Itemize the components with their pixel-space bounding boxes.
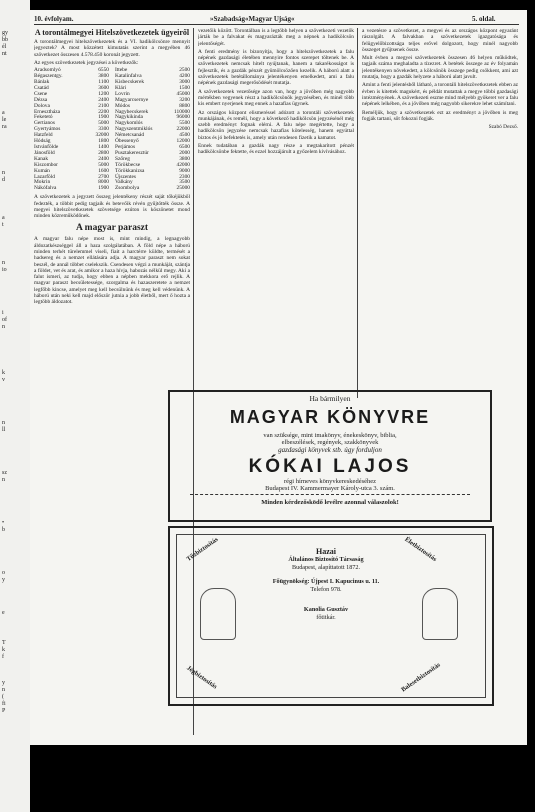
ad-headline: MAGYAR KÖNYVRE (229, 407, 431, 427)
strip-fragment: gy bb él nt (2, 30, 8, 57)
list-item-name: Magyarcsernye (115, 96, 149, 103)
list-item-name: Bégaszentgy. (34, 73, 63, 80)
article-paragraph: Reméljük, hogy a szövetkezetek ezt az eredményt a jövőben is meg fogják tartani, sőt fokozni fogják. (362, 109, 518, 122)
column-1 (34, 28, 190, 735)
ad-agency: Főügynökség: Újpest I. Kapucinus u. 11. (272, 578, 380, 585)
ad-person-title: főtitkár. (316, 614, 336, 621)
list-item-name: Nagykomlós (115, 120, 143, 127)
list-item-name: Csene (34, 90, 48, 97)
strip-fragment: n d (2, 170, 5, 183)
list-item-name: Kiszombor (34, 161, 58, 168)
ad-line: Minden kérdezősködő levélre azonnal válaszolok! (261, 499, 399, 506)
list-item-name: Óbessenyő (115, 138, 139, 145)
list-item-amount: 9000 (179, 167, 190, 174)
list-item-amount: 3200 (179, 96, 190, 103)
list-item-amount: 2000 (179, 149, 190, 156)
list-item-amount: 8000 (98, 179, 109, 186)
list-item-amount: 6550 (98, 67, 109, 74)
page-number: 10. évfolyam. (34, 15, 74, 23)
ad-divider (190, 494, 470, 495)
list-item-name: Hatzfeld (34, 132, 53, 139)
strip-fragment: e (2, 610, 5, 616)
ad-phone: Telefon 978. (310, 586, 342, 593)
strip-fragment: • b (2, 520, 5, 533)
list-item-name: Mokrin (34, 179, 51, 186)
list-item-name: Nákófalva (34, 185, 57, 192)
strip-fragment: y n ( fi P (2, 680, 6, 714)
list-item-name: Németcsanád (115, 132, 145, 139)
list-item-name: Gyertyámos (34, 126, 61, 133)
strip-fragment: k v (2, 370, 5, 383)
allegorical-figure-icon (200, 588, 236, 640)
article-paragraph: Amint a fenti jelentésből látható, a torontáli hitelszövetkezetek ebben az évben is kitettek magukért, és példát mutattak a megye többi gazdasági intézményének. A szövetkezeti eszme mind mélyebb gyökeret ver a falu népének lelkében, és a jövőben még nagyobb sikerekre lehet számítani. (362, 82, 518, 108)
article-paragraph: A szövetkezetek vezetősége azon van, hogy a jövőben még nagyobb mértékben vegyenek részt a hadikölcsönök jegyzésében, és minél több kis embert nyerjenek meg ennek a hazafias ügynek. (198, 88, 354, 108)
article-paragraph: A szövetkezetek a jegyzett összeg jelentékeny részét saját tőkéjükből fedezték, a többit pedig tagjaik és betevőik révén gyűjtötték össze. A megyei hitelszövetkezetek szövetsége ezúton is köszönetet mond minden közreműködőnek. (34, 194, 190, 220)
list-item-name: Csatád (34, 84, 49, 91)
list-item-amount: 3800 (179, 155, 190, 162)
article-paragraph: Az egyes szövetkezetek jegyzései a következők: (34, 59, 139, 66)
list-item-name: Kisbecskerek (115, 79, 145, 85)
newspaper-page (30, 10, 527, 745)
list-item-amount: 2200 (98, 108, 109, 115)
page-label: 5. oldal. (472, 15, 496, 23)
company-subtitle: Általános Biztosító Társaság (288, 556, 364, 563)
ad-corner-label: Balesetbiztosítás (400, 661, 442, 694)
strip-fragment: a t (2, 215, 5, 228)
ad-line: gazdasági könyvek stb. úgy forduljon (278, 446, 382, 454)
list-item-amount: 1200 (98, 90, 109, 97)
ad-address: Budapest IV. Kammermayer Károly-utca 3. szám. (265, 485, 395, 492)
article-paragraph: a vezetésre a szövetkezet, a megyei és az országos központ egyaránt rászolgált. A falvakban a szövetkezetek igazgatósága és felügyelőbizottsága teljes erővel dolgozott, hogy minél nagyobb összeget gyűjtsenek össze. (362, 28, 518, 53)
list-item-amount: 1400 (98, 143, 109, 150)
list-item (115, 186, 190, 192)
list-item-name: Hódság (34, 138, 51, 145)
list-item-amount: 12000 (176, 138, 190, 145)
newspaper-title: »Szabadság«Magyar Ujság« (210, 15, 295, 23)
list-item-amount: 25000 (176, 185, 190, 192)
list-item-amount: 1600 (98, 167, 109, 174)
list-item-amount: 2400 (98, 96, 109, 103)
header-rule (34, 24, 519, 25)
list-item-amount: 2700 (98, 173, 109, 180)
article-heading: A torontálmegyei Hitelszövetkezetek ügyeiről (34, 28, 190, 37)
article-paragraph: A fenti eredmény is bizonyítja, hogy a hitelszövetkezetek a falu népének gazdasági életében mennyire fontos szerepet töltenek be. A szövetkezetek nemcsak hitelt nyújtanak, hanem a takarékosságot is fejlesztik, és a gazdák pénzét gyümölcsözően kezelik. A háború alatt a szövetkezetek betétállománya jelentékenyen emelkedett, ami a falu népének gazdasági megerősödését mutatja. (198, 48, 354, 87)
list-item-name: Lovrin (115, 90, 130, 97)
list-item-name: Aradsomlyó (34, 67, 61, 74)
strip-fragment: n ll (2, 420, 6, 433)
list-item-name: Nagykikinda (115, 114, 143, 121)
list-item-amount: 4500 (179, 132, 190, 139)
article-paragraph: A torontálmegyei hitelszövetkezetek és a VI. hadikölcsönre mennyit jegyeztek? A most közzétett kimutatás szerint a megyében 46 szövetkezet összesen 4.578.450 koronát jegyzett. (34, 39, 190, 58)
article-paragraph: A magyar falu népe most is, mint mindig, a legnagyobb áldozatkészséggel áll a haza szolgálatában. A föld népe a háború minden terhét türelemmel viseli, fiait a harctérre küldte, termését a hadsereg és a nemzet ellátására adja. A magyar paraszt nem sokat beszél, de annál többet cselekszik. Csendesen végzi a munkáját, szántja a földet, vet és arat, és amikor a haza hívja, habozás nélkül megy. Aki a falut ismeri, az tudja, hogy ebben a népben mekkora erő rejlik. A magyar paraszt becsületessége, szorgalma és hazaszeretete a nemzet legfőbb kincse, amelyet meg kell becsülnünk és meg kell védenünk. A háború után neki kell majd először jutnia a jobb életből, mert ő hozta a legtöbb áldozatot. (34, 236, 190, 306)
article-signature: Szabó Dezső. (488, 124, 518, 131)
list-item-amount: 2800 (98, 149, 109, 156)
list-item-amount: 3500 (179, 179, 190, 186)
strip-fragment: T k f (2, 640, 6, 660)
list-item-name: Jánosföld (34, 149, 55, 156)
list-item-amount: 2300 (179, 173, 190, 180)
list-item-amount: 1900 (98, 185, 109, 192)
list-item-amount: 6500 (179, 143, 190, 150)
ad-line: Budapest, alapíttatott 1872. (291, 564, 361, 571)
company-name: Hazai (316, 547, 336, 556)
list-item (34, 186, 109, 192)
list-item-name: Lazarföld (34, 173, 55, 180)
article-heading: A magyar paraszt (75, 223, 149, 234)
ad-merchant-name: KÓKAI LAJOS (248, 456, 412, 477)
list-item-name: Kumán (34, 167, 50, 174)
strip-fragment: sz n (2, 470, 7, 483)
list-item-amount: 8800 (179, 102, 190, 109)
list-item-name: Ernesztháza (34, 108, 61, 115)
ad-line: elbeszélések, regények, szakkönyvek (281, 439, 379, 446)
list-item-name: Újszentes (115, 173, 136, 180)
list-item-name: Zsombolya (115, 185, 140, 192)
list-item-amount: 42000 (176, 161, 190, 168)
list-item-name: Nagyszentmiklós (115, 126, 153, 133)
list-item-name: Gertianos (34, 120, 55, 127)
strip-fragment: n io (2, 260, 7, 273)
list-item-name: Ittebe (115, 67, 128, 74)
list-item-amount: 1100 (98, 79, 109, 85)
bookshop-advertisement (168, 390, 492, 522)
list-item-amount: 3600 (98, 84, 109, 91)
article-paragraph: Mult évben a megyei szövetkezetek összesen 46 helyen működtek, tagjaik száma meghaladta a tízezret. A betétek összege az év folyamán jelentékenyen növekedett, a kölcsönök összege pedig csökkent, ami azt mutatja, hogy a gazdák helyzete a háború alatt javult. (362, 55, 518, 81)
ad-person: Kanolia Gusztáv (303, 606, 349, 613)
article-paragraph: Az országos központ elismeréssel adózott a torontáli szövetkezetek munkájának, és reméli, hogy a következő hadikölcsön jegyzésénél még szebb eredményt fognak elérni. A falu népe megértette, hogy a hadikölcsön jegyzése nemcsak hazafias kötelesség, hanem egyúttal biztos és jó befektetés is, amely után rendesen fizetik a kamatot. (198, 109, 354, 141)
article-paragraph: Ennek tudatában a gazdák nagy része a megtakarított pénzét hadikölcsönbe fektette, és ezzel hozzájárult a győzelem kivívásához. (198, 143, 354, 156)
strip-fragment: o y (2, 570, 5, 583)
list-item-amount: 4200 (179, 73, 190, 80)
list-item-amount: 5000 (98, 161, 109, 168)
ad-center-panel (260, 544, 392, 684)
list-item-amount: 3300 (98, 126, 109, 133)
ad-line: van szüksége, mint imakönyv, énekeskönyv, biblia, (263, 432, 397, 439)
list-item-amount: 2100 (98, 102, 109, 109)
list-item-amount: 110000 (174, 108, 190, 115)
ad-line: Ha bármilyen (309, 394, 351, 403)
column-3 (362, 28, 518, 408)
list-item-name: Bánlak (34, 79, 50, 85)
list-item-amount: 1900 (98, 114, 109, 121)
list-item-amount: 3000 (179, 79, 190, 85)
list-item-name: Istvánfölde (34, 143, 59, 150)
list-item-name: Törökbecse (115, 161, 141, 168)
list-item-amount: 3800 (98, 73, 109, 80)
list-item-amount: 96000 (176, 114, 190, 121)
ad-corner-label: Jégbiztosítás (185, 664, 219, 691)
list-item-amount: 2400 (98, 155, 109, 162)
page-header (30, 10, 519, 24)
list-item-name: Módos (115, 102, 130, 109)
strip-fragment: a le ra (2, 110, 7, 130)
list-item-name: Dézsa (34, 96, 48, 103)
list-item-name: Perjámos (115, 143, 136, 150)
list-item-amount: 1800 (98, 138, 109, 145)
list-item-name: Valkány (115, 179, 133, 186)
ad-corner-label: Életbiztosítás (403, 535, 438, 564)
list-item-amount: 45000 (176, 90, 190, 97)
list-item-amount: 2500 (179, 67, 190, 74)
column-divider (357, 28, 358, 398)
cooperative-list (34, 68, 190, 192)
list-item-name: Pusztakeresztúr (115, 149, 149, 156)
list-item-name: Kanak (34, 155, 49, 162)
list-item-name: Szőreg (115, 155, 130, 162)
ad-line: régi hírneves könyvkereskedéséhez (283, 478, 377, 485)
list-item-amount: 5000 (98, 120, 109, 127)
insurance-advertisement (168, 526, 494, 706)
list-item-amount: 22000 (176, 126, 190, 133)
list-item-amount: 1500 (179, 84, 190, 91)
article-paragraph: vezetőik között. Torontálban is a legtöbb helyen a szövetkezeti vezetők járták be a falvakat és magyarázták meg a népnek a hadikölcsön jelentőségét. (198, 28, 354, 47)
list-item-amount: 32000 (95, 132, 109, 139)
allegorical-figure-icon (422, 588, 458, 640)
list-item-name: Katalinfalva (115, 73, 142, 80)
list-item-name: Klári (115, 84, 127, 91)
list-item-name: Törökkanizsa (115, 167, 145, 174)
adjacent-page-strip (0, 0, 30, 812)
list-item-amount: 5500 (179, 120, 190, 127)
ad-corner-label: Tűzbiztosítás (185, 536, 220, 563)
list-item-name: Feketetó (34, 114, 53, 121)
list-item-name: Nagybecskerek (115, 108, 149, 115)
list-item-name: Dolova (34, 102, 50, 109)
strip-fragment: i of n (2, 310, 7, 330)
column-2 (198, 28, 354, 408)
